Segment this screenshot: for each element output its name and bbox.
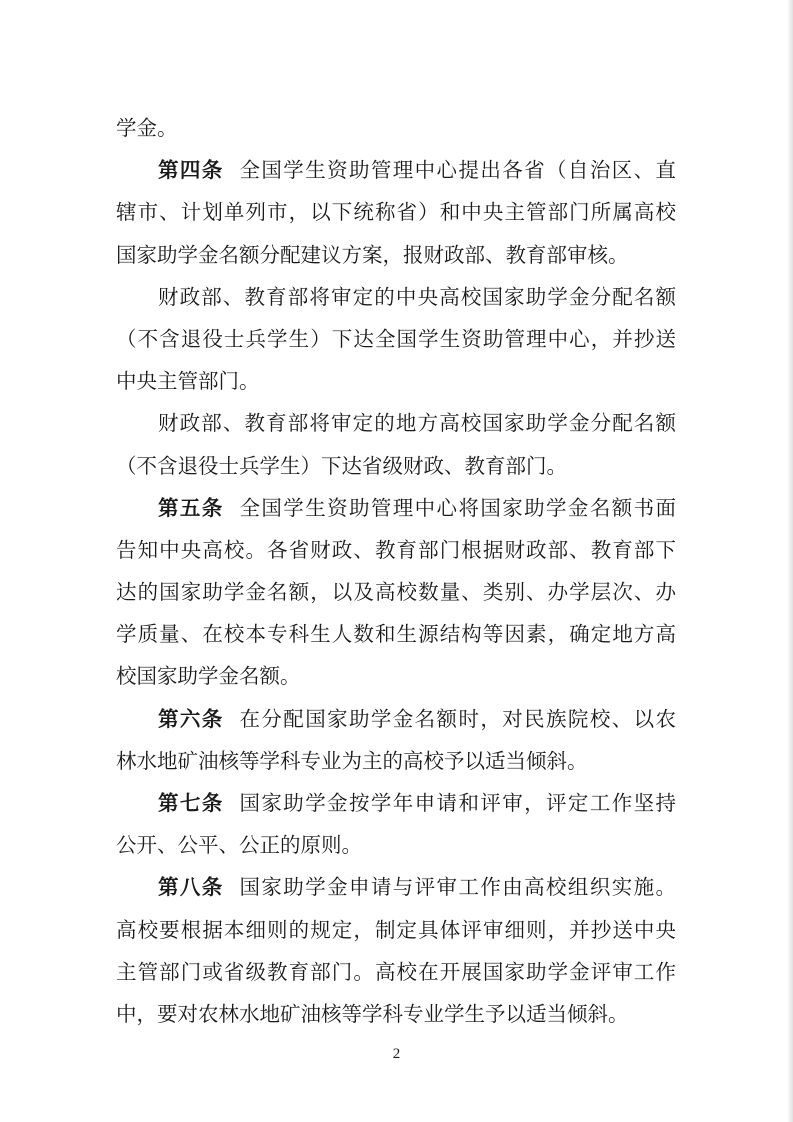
page-number: 2 (392, 1046, 401, 1062)
text-line-14: 校国家助学金名额。 (116, 664, 301, 688)
text-line-8: 财政部、教育部将审定的地方高校国家助学金分配名额 (158, 411, 676, 435)
article-label: 第八条 (158, 875, 224, 899)
text-line-1: 学金。 (116, 116, 178, 140)
text-line-4: 国家助学金名额分配建议方案，报财政部、教育部审核。 (116, 243, 629, 267)
text-line-18: 公开、公平、公正的原则。 (116, 833, 362, 857)
text-line-21: 主管部门或省级教育部门。高校在开展国家助学金评审工作 (116, 960, 676, 984)
article-6-heading-line: 第六条 在分配国家助学金名额时，对民族院校、以农 (158, 707, 676, 731)
text-line-20: 高校要根据本细则的规定，制定具体评审细则，并抄送中央 (116, 918, 676, 942)
text-line-3: 辖市、计划单列市，以下统称省）和中央主管部门所属高校 (116, 200, 676, 224)
text-line-6: （不含退役士兵学生）下达全国学生资助管理中心，并抄送 (116, 327, 676, 351)
article-4-heading-line: 第四条 全国学生资助管理中心提出各省（自治区、直 (158, 158, 676, 182)
article-5-heading-line: 第五条 全国学生资助管理中心将国家助学金名额书面 (158, 496, 676, 520)
text-line-9: （不含退役士兵学生）下达省级财政、教育部门。 (116, 454, 567, 478)
text-line-12: 达的国家助学金名额，以及高校数量、类别、办学层次、办 (116, 580, 676, 604)
text-line-11: 告知中央高校。各省财政、教育部门根据财政部、教育部下 (116, 538, 676, 562)
article-label: 第五条 (158, 496, 224, 520)
text-line-16: 林水地矿油核等学科专业为主的高校予以适当倾斜。 (116, 749, 588, 773)
article-label: 第六条 (158, 707, 224, 731)
text-line-22: 中，要对农林水地矿油核等学科专业学生予以适当倾斜。 (116, 1002, 629, 1026)
article-7-heading-line: 第七条 国家助学金按学年申请和评审，评定工作坚持 (158, 791, 676, 815)
text-line-5: 财政部、教育部将审定的中央高校国家助学金分配名额 (158, 285, 676, 309)
text-line-7: 中央主管部门。 (116, 369, 260, 393)
article-8-heading-line: 第八条 国家助学金申请与评审工作由高校组织实施。 (158, 875, 676, 899)
article-label: 第七条 (158, 791, 224, 815)
text-line-13: 学质量、在校本专科生人数和生源结构等因素，确定地方高 (116, 622, 676, 646)
scan-edge-shadow (787, 0, 793, 1122)
article-label: 第四条 (158, 158, 224, 182)
